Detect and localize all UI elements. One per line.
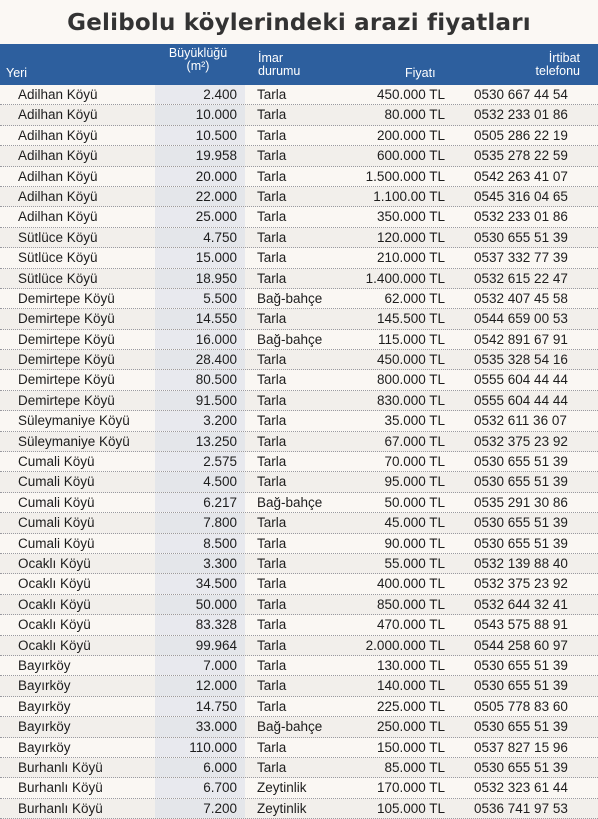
- phone-cell: 0530 655 51 39: [474, 515, 568, 531]
- phone-cell: 0532 233 01 86: [474, 107, 568, 123]
- table-row: [0, 717, 598, 737]
- size-cell: 34.500: [195, 576, 237, 592]
- imar-cell: Tarla: [257, 413, 287, 429]
- table-row: [0, 574, 598, 594]
- phone-cell: 0555 604 44 44: [474, 372, 568, 388]
- table-row: [0, 513, 598, 533]
- location-cell: Adilhan Köyü: [18, 148, 98, 164]
- imar-cell: Tarla: [257, 535, 287, 551]
- location-cell: Demirtepe Köyü: [18, 290, 115, 306]
- imar-cell: Tarla: [257, 515, 287, 531]
- price-cell: 105.000 TL: [376, 800, 445, 816]
- phone-cell: 0505 286 22 19: [474, 127, 568, 143]
- imar-cell: Tarla: [257, 474, 287, 490]
- location-cell: Sütlüce Köyü: [18, 270, 98, 286]
- header-phone-line2: telefonu: [535, 64, 580, 78]
- size-cell: 20.000: [195, 168, 237, 184]
- imar-cell: Tarla: [257, 759, 287, 775]
- header-imar: [258, 52, 300, 78]
- phone-cell: 0532 611 36 07: [474, 413, 567, 429]
- imar-cell: Tarla: [257, 698, 287, 714]
- size-cell: 5.500: [203, 290, 237, 306]
- table-row: [0, 452, 598, 472]
- size-cell: 22.000: [195, 188, 237, 204]
- location-cell: Ocaklı Köyü: [18, 555, 91, 571]
- price-cell: 1.500.000 TL: [365, 168, 445, 184]
- location-cell: Burhanlı Köyü: [18, 800, 103, 816]
- location-cell: Adilhan Köyü: [18, 107, 98, 123]
- price-cell: 225.000 TL: [376, 698, 445, 714]
- location-cell: Demirtepe Köyü: [18, 372, 115, 388]
- imar-cell: Tarla: [257, 107, 287, 123]
- location-cell: Demirtepe Köyü: [18, 331, 115, 347]
- imar-cell: Bağ-bahçe: [257, 719, 323, 735]
- price-cell: 450.000 TL: [376, 352, 445, 368]
- phone-cell: 0542 263 41 07: [474, 168, 568, 184]
- imar-cell: Tarla: [257, 657, 287, 673]
- phone-cell: 0530 655 51 39: [474, 657, 568, 673]
- location-cell: Ocaklı Köyü: [18, 617, 91, 633]
- price-cell: 350.000 TL: [376, 209, 445, 225]
- phone-cell: 0537 332 77 39: [474, 250, 568, 266]
- imar-cell: Tarla: [257, 127, 287, 143]
- location-cell: Sütlüce Köyü: [18, 250, 98, 266]
- imar-cell: Tarla: [257, 148, 287, 164]
- phone-cell: 0530 655 51 39: [474, 229, 568, 245]
- table-row: [0, 269, 598, 289]
- phone-cell: 0530 655 51 39: [474, 678, 568, 694]
- location-cell: Cumali Köyü: [18, 515, 95, 531]
- price-cell: 50.000 TL: [384, 494, 445, 510]
- size-cell: 7.200: [203, 800, 237, 816]
- header-imar-line1: İmar: [258, 51, 283, 65]
- price-cell: 600.000 TL: [376, 148, 445, 164]
- table-row: [0, 228, 598, 248]
- imar-cell: Tarla: [257, 168, 287, 184]
- phone-cell: 0505 778 83 60: [474, 698, 568, 714]
- price-cell: 70.000 TL: [384, 454, 445, 470]
- size-cell: 13.250: [195, 433, 237, 449]
- location-cell: Cumali Köyü: [18, 454, 95, 470]
- price-cell: 120.000 TL: [376, 229, 445, 245]
- imar-cell: Tarla: [257, 270, 287, 286]
- imar-cell: Tarla: [257, 454, 287, 470]
- price-cell: 130.000 TL: [376, 657, 445, 673]
- table-row: [0, 676, 598, 696]
- price-cell: 250.000 TL: [376, 719, 445, 735]
- header-price: Fiyatı: [405, 66, 436, 80]
- location-cell: Burhanlı Köyü: [18, 780, 103, 796]
- imar-cell: Tarla: [257, 311, 287, 327]
- phone-cell: 0544 659 00 53: [474, 311, 568, 327]
- table-row: [0, 656, 598, 676]
- table-row: [0, 595, 598, 615]
- table-row: [0, 493, 598, 513]
- imar-cell: Zeytinlik: [257, 800, 307, 816]
- size-cell: 80.500: [195, 372, 237, 388]
- phone-cell: 0530 667 44 54: [474, 87, 568, 102]
- size-cell: 33.000: [195, 719, 237, 735]
- location-cell: Cumali Köyü: [18, 494, 95, 510]
- size-cell: 4.750: [203, 229, 237, 245]
- location-cell: Adilhan Köyü: [18, 168, 98, 184]
- price-cell: 400.000 TL: [376, 576, 445, 592]
- imar-cell: Tarla: [257, 250, 287, 266]
- table-row: [0, 207, 598, 227]
- price-cell: 470.000 TL: [376, 617, 445, 633]
- price-cell: 170.000 TL: [376, 780, 445, 796]
- location-cell: Süleymaniye Köyü: [18, 433, 130, 449]
- header-phone: [520, 52, 580, 78]
- table-row: [0, 778, 598, 798]
- price-cell: 140.000 TL: [376, 678, 445, 694]
- location-cell: Bayırköy: [18, 698, 71, 714]
- price-cell: 145.500 TL: [376, 311, 445, 327]
- page-title: Gelibolu köylerindeki arazi fiyatları: [67, 10, 531, 36]
- location-cell: Adilhan Köyü: [18, 127, 98, 143]
- size-cell: 10.000: [195, 107, 237, 123]
- imar-cell: Tarla: [257, 188, 287, 204]
- size-cell: 14.550: [195, 311, 237, 327]
- size-cell: 99.964: [195, 637, 237, 653]
- location-cell: Cumali Köyü: [18, 535, 95, 551]
- price-cell: 85.000 TL: [384, 759, 445, 775]
- size-cell: 91.500: [195, 392, 237, 408]
- price-cell: 90.000 TL: [384, 535, 445, 551]
- size-cell: 6.700: [203, 780, 237, 796]
- price-cell: 1.100.00 TL: [373, 188, 445, 204]
- price-cell: 800.000 TL: [376, 372, 445, 388]
- phone-cell: 0537 827 15 96: [474, 739, 568, 755]
- table-row: [0, 105, 598, 125]
- price-cell: 62.000 TL: [384, 290, 445, 306]
- size-cell: 8.500: [203, 535, 237, 551]
- price-cell: 35.000 TL: [384, 413, 445, 429]
- location-cell: Sütlüce Köyü: [18, 229, 98, 245]
- size-cell: 110.000: [189, 739, 237, 755]
- price-cell: 80.000 TL: [384, 107, 445, 123]
- imar-cell: Tarla: [257, 617, 287, 633]
- size-cell: 7.800: [203, 515, 237, 531]
- location-cell: Bayırköy: [18, 739, 71, 755]
- table-row: [0, 738, 598, 758]
- size-cell: 83.328: [195, 617, 237, 633]
- table-row: [0, 330, 598, 350]
- table-row: [0, 309, 598, 329]
- land-price-table: [0, 44, 598, 819]
- price-cell: 2.000.000 TL: [365, 637, 445, 653]
- imar-cell: Tarla: [257, 555, 287, 571]
- phone-cell: 0532 407 45 58: [474, 290, 568, 306]
- price-cell: 210.000 TL: [376, 250, 445, 266]
- size-cell: 2.575: [203, 454, 237, 470]
- phone-cell: 0530 655 51 39: [474, 759, 568, 775]
- phone-cell: 0535 291 30 86: [474, 494, 568, 510]
- imar-cell: Tarla: [257, 87, 287, 102]
- imar-cell: Zeytinlik: [257, 780, 307, 796]
- location-cell: Demirtepe Köyü: [18, 352, 115, 368]
- header-imar-line2: durumu: [258, 64, 301, 78]
- table-body: [0, 85, 598, 819]
- size-cell: 3.300: [203, 555, 237, 571]
- size-cell: 18.950: [195, 270, 237, 286]
- table-row: [0, 636, 598, 656]
- size-cell: 6.000: [203, 759, 237, 775]
- phone-cell: 0530 655 51 39: [474, 474, 568, 490]
- phone-cell: 0532 375 23 92: [474, 576, 568, 592]
- size-cell: 12.000: [195, 678, 237, 694]
- size-cell: 4.500: [203, 474, 237, 490]
- location-cell: Bayırköy: [18, 657, 71, 673]
- table-row: [0, 146, 598, 166]
- header-location: Yeri: [6, 66, 28, 80]
- phone-cell: 0530 655 51 39: [474, 454, 568, 470]
- price-cell: 55.000 TL: [384, 555, 445, 571]
- imar-cell: Tarla: [257, 596, 287, 612]
- phone-cell: 0536 741 97 53: [474, 800, 568, 816]
- imar-cell: Bağ-bahçe: [257, 331, 323, 347]
- imar-cell: Tarla: [257, 576, 287, 592]
- size-cell: 6.217: [203, 494, 237, 510]
- table-row: [0, 697, 598, 717]
- size-cell: 25.000: [195, 209, 237, 225]
- phone-cell: 0532 233 01 86: [474, 209, 568, 225]
- table-row: [0, 472, 598, 492]
- imar-cell: Tarla: [257, 678, 287, 694]
- table-row: [0, 289, 598, 309]
- size-cell: 50.000: [195, 596, 237, 612]
- size-cell: 2.400: [203, 87, 237, 102]
- location-cell: Demirtepe Köyü: [18, 392, 115, 408]
- table-row: [0, 758, 598, 778]
- table-row: [0, 799, 598, 819]
- phone-cell: 0532 323 61 44: [474, 780, 568, 796]
- size-cell: 7.000: [203, 657, 237, 673]
- header-phone-line1: İrtibat: [548, 51, 580, 65]
- imar-cell: Tarla: [257, 637, 287, 653]
- imar-cell: Tarla: [257, 209, 287, 225]
- table-row: [0, 615, 598, 635]
- header-size: [158, 47, 238, 73]
- phone-cell: 0535 328 54 16: [474, 352, 568, 368]
- imar-cell: Tarla: [257, 352, 287, 368]
- price-cell: 95.000 TL: [384, 474, 445, 490]
- table-row: [0, 248, 598, 268]
- size-cell: 15.000: [195, 250, 237, 266]
- location-cell: Cumali Köyü: [18, 474, 95, 490]
- table-row: [0, 350, 598, 370]
- table-row: [0, 432, 598, 452]
- location-cell: Adilhan Köyü: [18, 209, 98, 225]
- table-row: [0, 411, 598, 431]
- size-cell: 28.400: [195, 352, 237, 368]
- location-cell: Süleymaniye Köyü: [18, 413, 130, 429]
- size-cell: 3.200: [203, 413, 237, 429]
- header-size-line1: Büyüklüğü: [168, 46, 228, 60]
- price-cell: 115.000 TL: [377, 331, 445, 347]
- table-row: [0, 391, 598, 411]
- size-cell: 14.750: [195, 698, 237, 714]
- imar-cell: Tarla: [257, 229, 287, 245]
- table-row: [0, 167, 598, 187]
- price-cell: 850.000 TL: [376, 596, 445, 612]
- phone-cell: 0544 258 60 97: [474, 637, 568, 653]
- location-cell: Demirtepe Köyü: [18, 311, 115, 327]
- size-cell: 16.000: [195, 331, 237, 347]
- location-cell: Adilhan Köyü: [18, 87, 98, 102]
- price-cell: 45.000 TL: [384, 515, 445, 531]
- phone-cell: 0532 139 88 40: [474, 555, 568, 571]
- table-header: [0, 44, 598, 85]
- location-cell: Bayırköy: [18, 678, 71, 694]
- price-cell: 67.000 TL: [384, 433, 445, 449]
- phone-cell: 0532 615 22 47: [474, 270, 568, 286]
- phone-cell: 0532 375 23 92: [474, 433, 568, 449]
- phone-cell: 0545 316 04 65: [474, 188, 568, 204]
- location-cell: Adilhan Köyü: [18, 188, 98, 204]
- phone-cell: 0530 655 51 39: [474, 535, 568, 551]
- imar-cell: Tarla: [257, 739, 287, 755]
- header-size-line2: (m²): [186, 59, 210, 73]
- location-cell: Ocaklı Köyü: [18, 596, 91, 612]
- price-cell: 200.000 TL: [376, 127, 445, 143]
- phone-cell: 0555 604 44 44: [474, 392, 568, 408]
- location-cell: Ocaklı Köyü: [18, 637, 91, 653]
- phone-cell: 0530 655 51 39: [474, 719, 568, 735]
- location-cell: Ocaklı Köyü: [18, 576, 91, 592]
- location-cell: Burhanlı Köyü: [18, 759, 103, 775]
- price-cell: 150.000 TL: [376, 739, 445, 755]
- location-cell: Bayırköy: [18, 719, 71, 735]
- table-row: [0, 187, 598, 207]
- imar-cell: Tarla: [257, 392, 287, 408]
- price-cell: 830.000 TL: [376, 392, 445, 408]
- table-row: [0, 534, 598, 554]
- imar-cell: Bağ-bahçe: [257, 494, 323, 510]
- phone-cell: 0532 644 32 41: [474, 596, 568, 612]
- imar-cell: Bağ-bahçe: [257, 290, 323, 306]
- size-cell: 19.958: [195, 148, 237, 164]
- phone-cell: 0542 891 67 91: [474, 331, 568, 347]
- imar-cell: Tarla: [257, 372, 287, 388]
- price-cell: 450.000 TL: [376, 87, 445, 102]
- table-row: [0, 126, 598, 146]
- phone-cell: 0535 278 22 59: [474, 148, 568, 164]
- phone-cell: 0543 575 88 91: [474, 617, 568, 633]
- table-row: [0, 554, 598, 574]
- size-cell: 10.500: [195, 127, 237, 143]
- table-row: [0, 370, 598, 390]
- imar-cell: Tarla: [257, 433, 287, 449]
- table-row: [0, 85, 598, 105]
- price-cell: 1.400.000 TL: [365, 270, 445, 286]
